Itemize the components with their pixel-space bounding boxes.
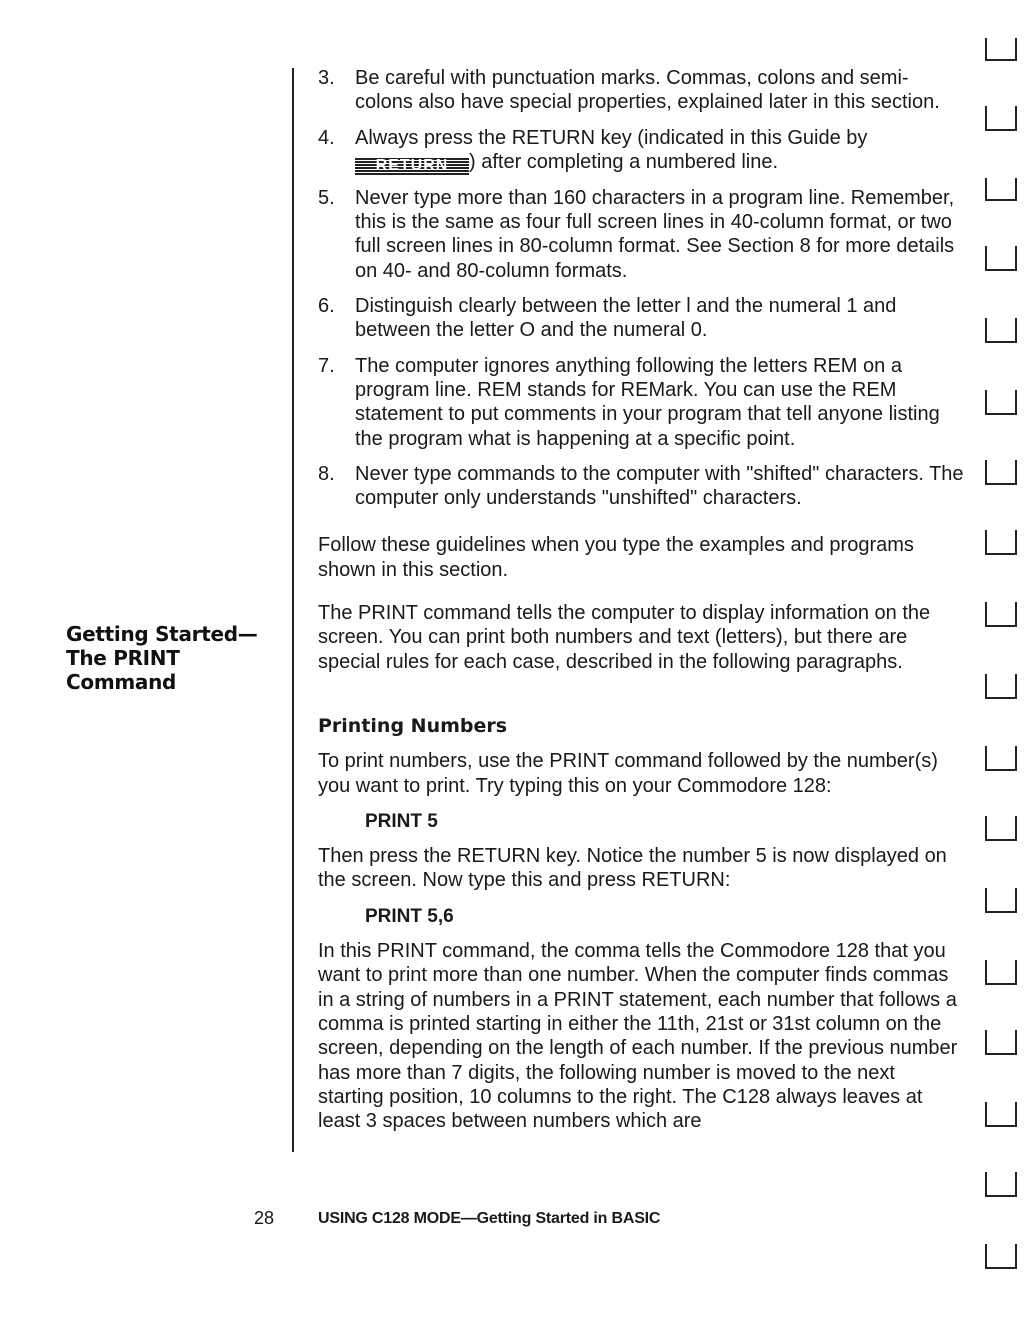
list-item — [318, 66, 964, 115]
list-item — [318, 354, 964, 451]
binding-hole-icon — [986, 746, 1016, 770]
list-item-number: 7. — [318, 354, 335, 377]
sidebar-heading-line-3: Command — [66, 670, 177, 694]
guidelines-paragraph: Follow these guidelines when you type the examples and programs shown in this section. — [318, 534, 914, 581]
list-item-text-after: ) after completing a numbered line. — [469, 150, 779, 173]
list-item-text: Distinguish clearly between the letter l and the numeral 1 and between the letter O and the numeral 0. — [355, 295, 897, 342]
list-item-text: Be careful with punctuation marks. Commas, colons and semi-colons also have special properties, explained later in this section. — [355, 67, 940, 114]
binding-hole-icon — [986, 1244, 1016, 1268]
numbered-list — [318, 66, 964, 510]
main-column — [318, 66, 964, 1133]
page-number: 28 — [254, 1208, 275, 1228]
binding-hole-icon — [986, 602, 1016, 626]
binding-hole-icon — [986, 1102, 1016, 1126]
body-paragraph-2: Then press the RETURN key. Notice the number 5 is now displayed on the screen. Now type this and press RETURN: — [318, 845, 947, 892]
binding-hole-icon — [986, 1030, 1016, 1054]
list-item-number: 5. — [318, 186, 335, 209]
list-item-number: 3. — [318, 67, 335, 89]
binding-hole-icon — [986, 530, 1016, 554]
code-example-1: PRINT 5 — [365, 810, 438, 832]
binding-hole-icon — [986, 390, 1016, 414]
binding-hole-icon — [986, 816, 1016, 840]
list-item-text: Never type more than 160 characters in a program line. Remember, this is the same as four full screen lines in 40-column format, or two full screen lines in 80-column format. See Section 8 for more details on 40- and 80-column formats. — [355, 186, 955, 282]
binding-hole-icon — [986, 888, 1016, 912]
list-item — [318, 294, 964, 343]
binding-hole-icon — [986, 460, 1016, 484]
binding-hole-icon — [986, 318, 1016, 342]
vertical-rule — [292, 68, 294, 1152]
list-item-number: 6. — [318, 295, 335, 318]
list-item — [318, 186, 964, 283]
sidebar-heading-line-1: Getting Started— — [66, 622, 258, 646]
list-item-text: Never type commands to the computer with "shifted" characters. The computer only understands "unshifted" characters. — [355, 462, 964, 510]
binding-hole-icon — [986, 106, 1016, 130]
sidebar-heading — [66, 622, 276, 694]
binding-hole-icon — [986, 674, 1016, 698]
list-item — [318, 462, 964, 511]
binding-hole-icon — [986, 960, 1016, 984]
list-item-text: Always press the RETURN key (indicated in this Guide by — [355, 126, 868, 149]
sidebar-heading-line-2: The PRINT — [66, 646, 180, 670]
print-intro-paragraph: The PRINT command tells the computer to display information on the screen. You can print both numbers and text (letters), but there are special rules for each case, described in the following paragraphs. — [318, 602, 931, 673]
binding-hole-icon — [986, 178, 1016, 200]
list-item-text: The computer ignores anything following the letters REM on a program line. REM stands for REMark. You can use the REM statement to put comments in your program that tell anyone listing the program what is happening at a specific point. — [355, 354, 940, 450]
section-subheading: Printing Numbers — [318, 714, 508, 737]
running-title: USING C128 MODE—Getting Started in BASIC — [318, 1210, 661, 1227]
binding-holes — [978, 20, 1024, 1300]
list-item — [318, 126, 964, 175]
body-paragraph-1: To print numbers, use the PRINT command followed by the number(s) you want to print. Try typing this on your Commodore 128: — [318, 750, 938, 797]
list-item-number: 4. — [318, 126, 335, 149]
body-paragraph-3: In this PRINT command, the comma tells the Commodore 128 that you want to print more than one number. When the computer finds commas in a string of numbers in a PRINT statement, each number that follows a comma is printed starting in either the 11th, 21st or 31st column on the screen, depending on the length of each number. If the previous number has more than 7 digits, the following number is moved to the next starting position, 10 columns to the right. The C128 always leaves at least 3 spaces between numbers which are — [318, 940, 958, 1133]
binding-hole-icon — [986, 1172, 1016, 1196]
binding-hole-icon — [986, 246, 1016, 270]
list-item-number: 8. — [318, 462, 335, 485]
return-key-symbol: RETURN — [355, 157, 469, 175]
code-example-2: PRINT 5,6 — [365, 905, 454, 927]
binding-hole-icon — [986, 38, 1016, 60]
